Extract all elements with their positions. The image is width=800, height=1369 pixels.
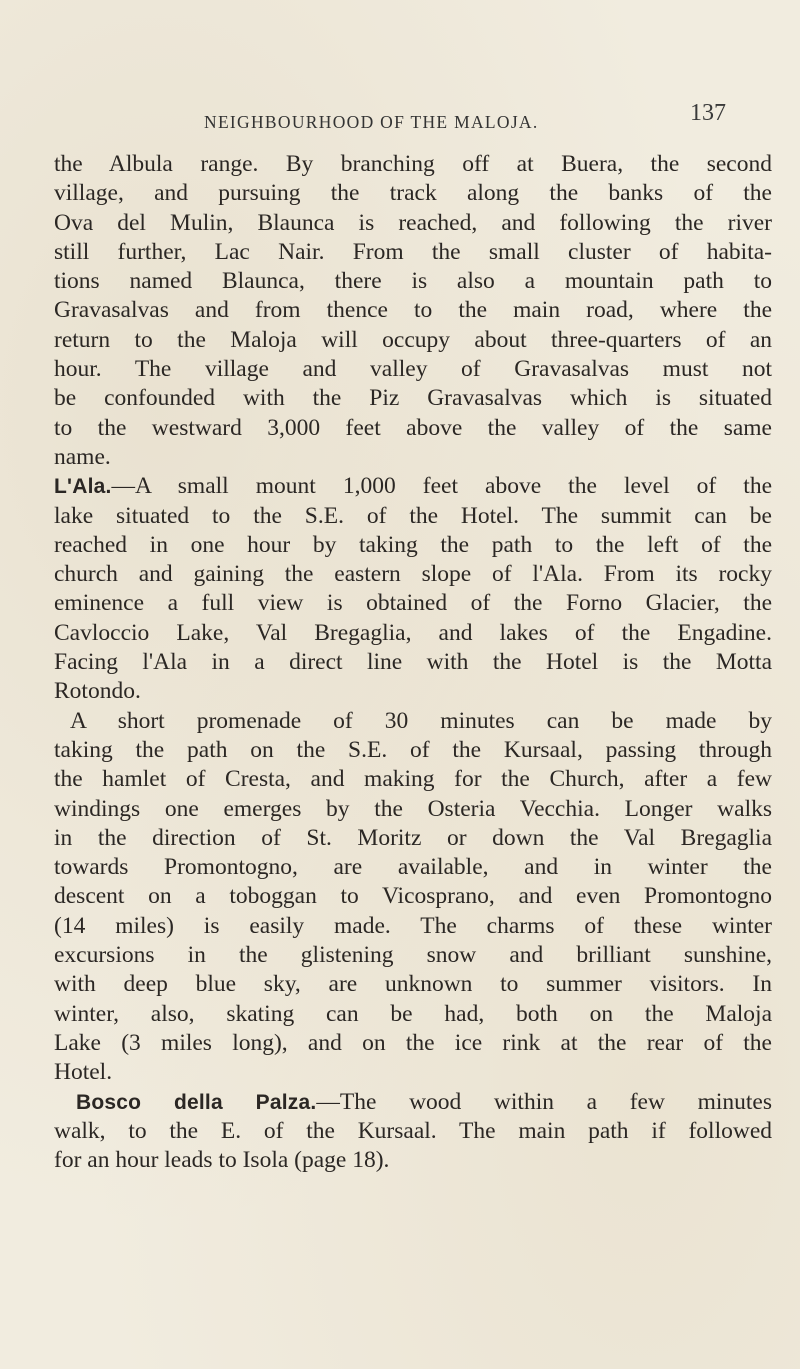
body-text bbox=[54, 150, 772, 1175]
text-line: name. bbox=[54, 443, 111, 470]
text-line: taking the path on the S.E. of the Kursaal, passing through bbox=[54, 736, 772, 763]
text-line: in the direction of St. Moritz or down the Val Bregaglia bbox=[54, 824, 772, 851]
text-line: church and gaining the eastern slope of l'Ala. From its rocky bbox=[54, 561, 772, 588]
text-line: reached in one hour by taking the path to the left of the bbox=[54, 531, 772, 558]
text-line: excursions in the glistening snow and brilliant sunshine, bbox=[54, 942, 772, 969]
text-line: with deep blue sky, are unknown to summer visitors. In bbox=[54, 971, 772, 998]
text-line: Cavloccio Lake, Val Bregaglia, and lakes of the Engadine. bbox=[54, 619, 772, 646]
text-line: to the westward 3,000 feet above the valley of the same bbox=[54, 414, 772, 441]
paragraph-promenade bbox=[54, 707, 772, 1088]
section-heading: L'Ala. bbox=[54, 475, 112, 499]
text-line: the hamlet of Cresta, and making for the Church, after a few bbox=[54, 766, 772, 793]
section-ala bbox=[54, 472, 772, 706]
section-first-line bbox=[54, 472, 772, 501]
text-line: for an hour leads to Isola (page 18). bbox=[54, 1147, 390, 1174]
text-line: descent on a toboggan to Vicosprano, and even Promontogno bbox=[54, 883, 772, 910]
text-line: Gravasalvas and from thence to the main road, where the bbox=[54, 297, 772, 324]
text-line: village, and pursuing the track along the banks of the bbox=[54, 180, 772, 207]
text-line: Ova del Mulin, Blaunca is reached, and following the river bbox=[54, 209, 772, 236]
text-line: hour. The village and valley of Gravasalvas must not bbox=[54, 356, 772, 383]
text-line: walk, to the E. of the Kursaal. The main path if followed bbox=[54, 1117, 772, 1144]
text-line: winter, also, skating can be had, both on the Maloja bbox=[54, 1000, 772, 1027]
running-head: NEIGHBOURHOOD OF THE MALOJA. bbox=[204, 112, 539, 132]
text-line: Lake (3 miles long), and on the ice rink at the rear of the bbox=[54, 1029, 772, 1056]
text-line: lake situated to the S.E. of the Hotel. The summit can be bbox=[54, 502, 772, 529]
text-line: tions named Blaunca, there is also a mountain path to bbox=[54, 268, 772, 295]
text-line: Facing l'Ala in a direct line with the Hotel is the Motta bbox=[54, 649, 772, 676]
section-first-line bbox=[54, 1088, 772, 1117]
text-line: Hotel. bbox=[54, 1059, 113, 1086]
text-line: windings one emerges by the Osteria Vecchia. Longer walks bbox=[54, 795, 772, 822]
page-number: 137 bbox=[690, 100, 726, 126]
paragraph-gravasalvas bbox=[54, 150, 772, 472]
text-line: the Albula range. By branching off at Buera, the second bbox=[54, 151, 772, 177]
text-fragment: —The wood within a few minutes bbox=[316, 1088, 773, 1115]
text-line: eminence a full view is obtained of the Forno Glacier, the bbox=[54, 590, 772, 617]
text-line: A short promenade of 30 minutes can be made by bbox=[70, 707, 772, 734]
section-bosco bbox=[54, 1088, 772, 1176]
text-line: return to the Maloja will occupy about three-quarters of an bbox=[54, 326, 772, 353]
section-heading: Bosco della Palza. bbox=[76, 1090, 317, 1114]
text-fragment: —A small mount 1,000 feet above the level of the bbox=[111, 473, 772, 500]
text-line: Rotondo. bbox=[54, 678, 141, 705]
text-line: towards Promontogno, are available, and in winter the bbox=[54, 854, 772, 881]
text-line: (14 miles) is easily made. The charms of these winter bbox=[54, 912, 772, 939]
text-line: be confounded with the Piz Gravasalvas which is situated bbox=[54, 385, 772, 412]
text-line: still further, Lac Nair. From the small cluster of habita- bbox=[54, 238, 772, 265]
